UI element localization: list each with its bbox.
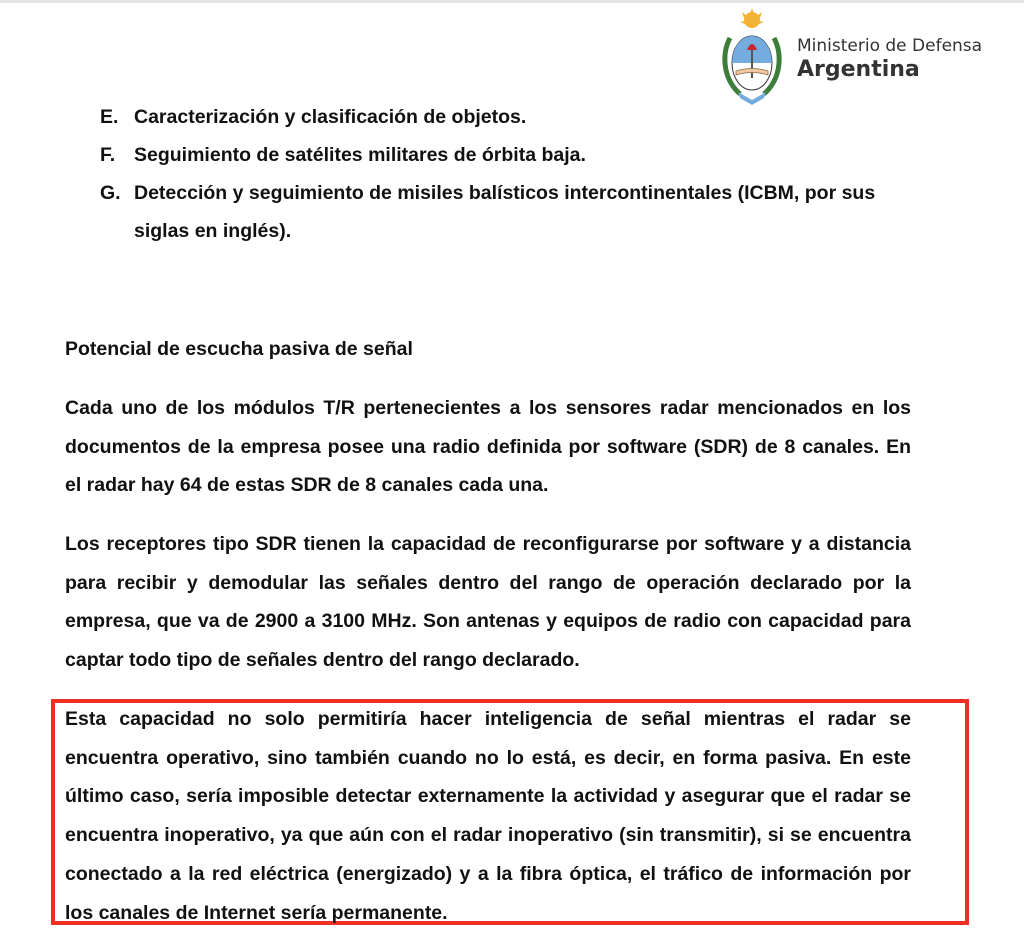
paragraph: Cada uno de los módulos T/R pertenecientes a los sensores radar mencionados en los documentos de la empresa posee una radio definida por software (SDR) de 8 canales. En el radar hay 64 de estas SDR de 8 canales cada una.	[65, 397, 911, 497]
lettered-list	[100, 98, 912, 250]
list-item-text: Seguimiento de satélites militares de órbita baja.	[134, 144, 586, 166]
argentina-coat-of-arms-icon	[720, 8, 784, 106]
highlighted-paragraph: Esta capacidad no solo permitiría hacer inteligencia de señal mientras el radar se encuentra operativo, sino también cuando no lo está, es decir, en forma pasiva. En este último caso, sería imposible detectar externamente la actividad y asegurar que el radar se encuentra inoperativo, ya que aún con el radar inoperativo (sin transmitir), si se encuentra conectado a la red eléctrica (energizado) y a la fibra óptica, el tráfico de información por los canales de Internet sería permanente.	[65, 708, 911, 924]
ministry-name	[797, 36, 982, 84]
paragraph: Los receptores tipo SDR tienen la capacidad de reconfigurarse por software y a distancia para recibir y demodular las señales dentro del rango de operación declarado por la empresa, que va de 2900 a 3100 MHz. Son antenas y equipos de radio con capacidad para captar todo tipo de señales dentro del rango declarado.	[65, 533, 911, 672]
list-marker: G.	[100, 182, 121, 204]
list-marker: E.	[100, 106, 119, 128]
ministry-logo	[720, 8, 1000, 108]
list-marker: F.	[100, 144, 116, 166]
ministry-name-line2: Argentina	[797, 57, 920, 82]
list-item	[100, 174, 912, 250]
list-item	[100, 98, 912, 136]
list-item-text: Caracterización y clasificación de objetos.	[134, 106, 527, 128]
ministry-name-line1: Ministerio de Defensa	[797, 36, 983, 56]
list-item	[100, 136, 912, 174]
list-item-text: Detección y seguimiento de misiles balísticos intercontinentales (ICBM, por sus siglas en inglés).	[134, 182, 876, 242]
section-heading: Potencial de escucha pasiva de señal	[65, 338, 413, 360]
page-top-border	[0, 0, 1024, 3]
